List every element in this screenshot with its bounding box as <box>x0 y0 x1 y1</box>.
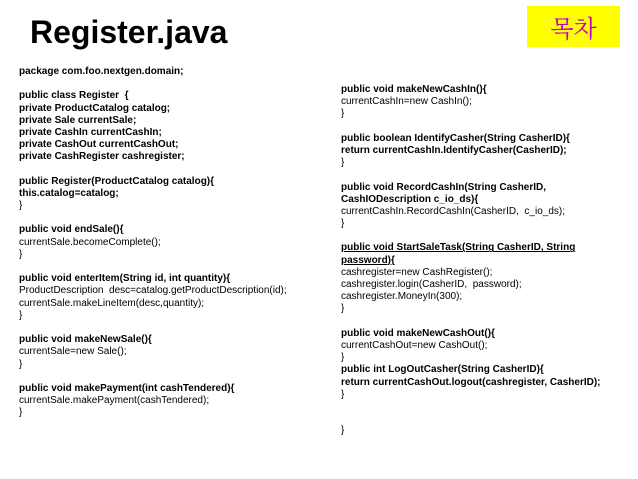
code-line: } <box>341 303 345 315</box>
code-line: cashregister.MoneyIn(300); <box>341 291 463 303</box>
code-line <box>19 261 287 273</box>
code-line: } <box>19 200 23 212</box>
code-line: public void StartSaleTask(String CasherID, String <box>341 242 576 254</box>
code-line: cashregister=new CashRegister(); <box>341 266 493 278</box>
code-line: private CashRegister cashregister; <box>19 151 185 163</box>
code-line: currentSale.makePayment(cashTendered); <box>19 395 210 407</box>
code-line: public void makePayment(int cashTendered){ <box>19 382 235 394</box>
code-block-right <box>341 84 601 437</box>
code-line: public void makeNewCashIn(){ <box>341 84 487 95</box>
code-line: public boolean IdentifyCasher(String CasherID){ <box>341 132 570 144</box>
code-line: ProductDescription desc=catalog.getProductDescription(id); <box>19 285 287 297</box>
code-block-left <box>19 66 287 419</box>
code-line: public Register(ProductCatalog catalog){ <box>19 175 215 187</box>
code-line: } <box>19 358 23 370</box>
code-line: currentCashOut=new CashOut(); <box>341 339 488 351</box>
code-line: cashregister.login(CasherID, password); <box>341 279 522 290</box>
code-line <box>19 212 287 224</box>
code-line <box>19 322 287 334</box>
code-line: return currentCashIn.IdentifyCasher(CasherID); <box>341 144 567 156</box>
code-line: public class Register { <box>19 90 129 102</box>
code-line: private CashIn currentCashIn; <box>19 126 162 138</box>
code-line: password){ <box>341 254 395 266</box>
code-line <box>341 169 601 181</box>
code-line: currentSale.makeLineItem(desc,quantity); <box>19 297 205 309</box>
code-line: currentCashIn=new CashIn(); <box>341 96 472 108</box>
code-line: } <box>19 407 23 419</box>
code-line <box>341 121 601 133</box>
code-line: package com.foo.nextgen.domain; <box>19 66 184 77</box>
code-line: } <box>19 309 23 321</box>
code-line: currentSale.becomeComplete(); <box>19 236 161 248</box>
code-line: CashIODescription c_io_ds){ <box>341 193 479 205</box>
code-line: public void RecordCashIn(String CasherID, <box>341 181 547 193</box>
code-line: } <box>341 388 345 400</box>
code-line <box>19 78 287 90</box>
code-line: currentCashIn.RecordCashIn(CasherID, c_io_ds); <box>341 205 565 217</box>
code-line: public void endSale(){ <box>19 224 124 236</box>
code-line <box>19 371 287 383</box>
code-line: private ProductCatalog catalog; <box>19 102 171 114</box>
code-line: } <box>341 425 345 437</box>
code-line: private CashOut currentCashOut; <box>19 139 179 151</box>
code-line: this.catalog=catalog; <box>19 187 119 199</box>
code-line <box>19 164 287 176</box>
code-line: } <box>341 108 345 120</box>
code-line: } <box>341 352 345 364</box>
code-line <box>341 401 601 413</box>
code-line: private Sale currentSale; <box>19 114 137 126</box>
code-line: public void enterItem(String id, int quantity){ <box>19 273 231 285</box>
code-line <box>341 316 601 328</box>
toc-badge[interactable]: 목차 <box>527 6 620 47</box>
code-line: return currentCashOut.logout(cashregister, CasherID); <box>341 376 601 388</box>
code-line: } <box>341 218 345 230</box>
code-line: public void makeNewCashOut(){ <box>341 327 495 339</box>
code-line: currentSale=new Sale(); <box>19 346 127 358</box>
code-line: public void makeNewSale(){ <box>19 334 152 346</box>
page-title: Register.java <box>30 14 228 50</box>
code-line: } <box>19 248 23 260</box>
code-line <box>341 230 601 242</box>
code-line <box>341 413 601 425</box>
code-line: } <box>341 157 345 169</box>
code-line: public int LogOutCasher(String CasherID){ <box>341 364 544 376</box>
